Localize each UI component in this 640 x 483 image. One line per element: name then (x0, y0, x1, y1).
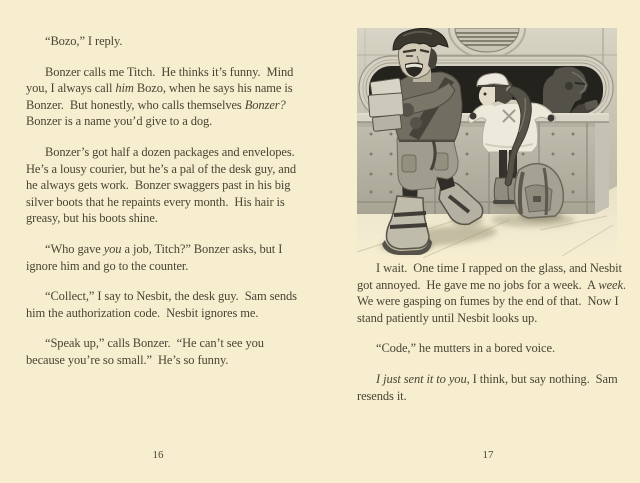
paragraph: I just sent it to you, I think, but say nothing. Sam resends it. (357, 371, 621, 403)
paragraph: “Collect,” I say to Nesbit, the desk guy. Sam sends him the authorization code. Nesbit ignores me. (26, 289, 300, 320)
paragraph: “Speak up,” calls Bonzer. “He can’t see you because you’re so small.” He’s so funny. (26, 336, 267, 367)
paragraph: “Code,” he mutters in a bored voice. (376, 341, 555, 356)
packages (368, 78, 403, 131)
paragraph: “Bozo,” I reply. (45, 34, 123, 48)
paragraph: Bonzer calls me Titch. He thinks it’s funny. Mind you, I always call him Bozo, when he says his name is Bonzer. But honestly, who calls themselves Bonzer? Bonzer is a name you’d give to a dog. (26, 64, 297, 129)
left-page-number: 16 (152, 449, 164, 461)
paragraph: I wait. One time I rapped on the glass, and Nesbit got annoyed. He gave me no jobs for a week. A week. We were gasping on fumes by the end of that. Now I stand patiently until Nesbit looks up. (357, 261, 632, 325)
right-page-text (357, 260, 632, 404)
right-page-number: 17 (482, 449, 494, 461)
paragraph: Bonzer’s got half a dozen packages and envelopes. He’s a lousy courier, but he’s a pal of the desk guy, and he always gets work. Bonzer swaggers past in his big silver boots that he repaints every month. His hair is greasy, but his boots shine. (26, 144, 301, 226)
illustration-svg (357, 28, 617, 258)
left-page-text (26, 33, 300, 369)
illustration (357, 28, 617, 258)
paragraph: “Who gave you a job, Titch?” Bonzer asks, but I ignore him and go to the counter. (26, 241, 286, 273)
